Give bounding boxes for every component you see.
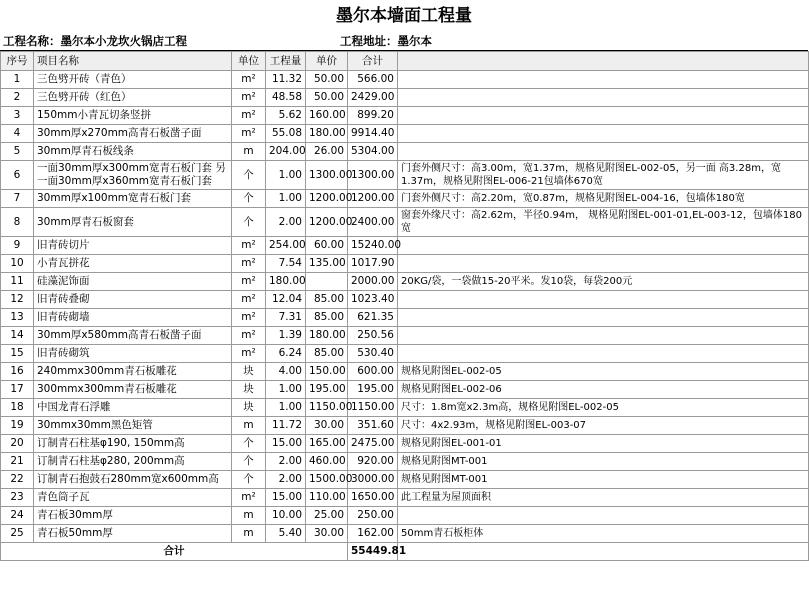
project-name: 工程名称：墨尔本小龙坎火锅店工程 [3,34,187,48]
cell-item-name[interactable]: 30mm厚青石板窗套 [34,208,232,237]
cell-quantity[interactable]: 15.00 [266,489,306,507]
cell-item-name[interactable]: 30mm厚青石板线条 [34,143,232,161]
cell-no[interactable]: 9 [1,237,34,255]
cell-unit[interactable]: m [232,525,266,543]
cell-total[interactable]: 530.40 [348,345,398,363]
cell-quantity[interactable]: 1.00 [266,161,306,190]
cell-total[interactable]: 2400.00 [348,208,398,237]
cell-total[interactable]: 2475.00 [348,435,398,453]
cell-remark[interactable]: 窗套外缘尺寸：高2.62m，半径0.94m， 规格见附图EL-001-01,EL-003-12，包墙体180宽 [398,208,809,237]
cell-remark[interactable] [398,327,809,345]
col-header-qty[interactable]: 工程量 [266,52,306,71]
cell-item-name[interactable]: 240mmx300mm青石板雕花 [34,363,232,381]
cell-unit[interactable]: 个 [232,435,266,453]
cell-remark[interactable]: 门套外侧尺寸：高2.20m，宽0.87m，规格见附图EL-004-16，包墙体180宽 [398,190,809,208]
table-row [1,143,809,161]
cell-unit-price[interactable]: 60.00 [306,237,348,255]
cell-item-name[interactable]: 订制青石抱鼓石280mm宽x600mm高 [34,471,232,489]
cell-item-name[interactable]: 旧青砖砌筑 [34,345,232,363]
cell-remark[interactable]: 20KG/袋，一袋做15-20平米。发10袋，每袋200元 [398,273,809,291]
col-header-unit[interactable]: 单位 [232,52,266,71]
cell-unit[interactable]: 个 [232,190,266,208]
table-row [1,489,809,507]
cell-unit-price[interactable]: 50.00 [306,71,348,89]
cell-quantity[interactable]: 2.00 [266,208,306,237]
cell-unit-price[interactable]: 1150.00 [306,399,348,417]
cell-no[interactable]: 4 [1,125,34,143]
cell-quantity[interactable]: 5.62 [266,107,306,125]
cell-total[interactable]: 1200.00 [348,190,398,208]
cell-quantity[interactable]: 1.39 [266,327,306,345]
table-row [1,417,809,435]
cell-total[interactable]: 1650.00 [348,489,398,507]
cell-remark[interactable]: 规格见附图EL-002-06 [398,381,809,399]
cell-unit-price[interactable]: 1500.00 [306,471,348,489]
cell-unit-price[interactable]: 25.00 [306,507,348,525]
cell-unit-price[interactable]: 50.00 [306,89,348,107]
cell-unit[interactable]: m² [232,237,266,255]
cell-unit[interactable]: 个 [232,161,266,190]
cell-unit[interactable]: m² [232,345,266,363]
cell-item-name[interactable]: 青石板30mm厚 [34,507,232,525]
cell-item-name[interactable]: 订制青石柱基φ280, 200mm高 [34,453,232,471]
cell-remark[interactable] [398,107,809,125]
table-row [1,208,809,237]
cell-total[interactable]: 899.20 [348,107,398,125]
cell-no[interactable]: 15 [1,345,34,363]
cell-unit[interactable]: m [232,417,266,435]
table-row [1,273,809,291]
cell-unit[interactable]: m² [232,273,266,291]
cell-no[interactable]: 13 [1,309,34,327]
cell-total[interactable]: 9914.40 [348,125,398,143]
cell-unit-price[interactable]: 85.00 [306,291,348,309]
cell-remark[interactable]: 尺寸：1.8m宽x2.3m高，规格见附图EL-002-05 [398,399,809,417]
cell-total[interactable]: 5304.00 [348,143,398,161]
cell-unit-price[interactable]: 160.00 [306,107,348,125]
cell-quantity[interactable]: 55.08 [266,125,306,143]
table-row [1,399,809,417]
table-row [1,309,809,327]
cell-item-name[interactable]: 30mm厚x580mm高青石板凿子面 [34,327,232,345]
cell-quantity[interactable]: 6.24 [266,345,306,363]
cell-item-name[interactable]: 150mm小青瓦切条竖拼 [34,107,232,125]
table-row [1,471,809,489]
cell-remark[interactable]: 门套外侧尺寸：高3.00m，宽1.37m，规格见附图EL-002-05，另一面 高3.28m，宽1.37m，规格见附图EL-006-21包墙体670宽 [398,161,809,190]
cell-quantity[interactable]: 15.00 [266,435,306,453]
cell-no[interactable]: 2 [1,89,34,107]
cell-unit-price[interactable] [306,273,348,291]
table-row [1,291,809,309]
table-row [1,525,809,543]
cell-no[interactable]: 17 [1,381,34,399]
cell-no[interactable]: 23 [1,489,34,507]
cell-no[interactable]: 1 [1,71,34,89]
cell-quantity[interactable]: 7.54 [266,255,306,273]
table-body [1,71,809,543]
cell-total[interactable]: 2429.00 [348,89,398,107]
cell-total[interactable]: 1300.00 [348,161,398,190]
col-header-total[interactable]: 合计 [348,52,398,71]
cell-no[interactable]: 19 [1,417,34,435]
cell-no[interactable]: 20 [1,435,34,453]
cell-total[interactable]: 566.00 [348,71,398,89]
cell-remark[interactable] [398,125,809,143]
cell-unit-price[interactable]: 135.00 [306,255,348,273]
cell-no[interactable]: 22 [1,471,34,489]
cell-total[interactable]: 162.00 [348,525,398,543]
cell-no[interactable]: 16 [1,363,34,381]
table-row [1,453,809,471]
table-row [1,237,809,255]
cell-no[interactable]: 8 [1,208,34,237]
cell-quantity[interactable]: 12.04 [266,291,306,309]
cell-remark[interactable] [398,255,809,273]
cell-unit[interactable]: m [232,507,266,525]
cell-quantity[interactable]: 11.32 [266,71,306,89]
cell-no[interactable]: 11 [1,273,34,291]
cell-item-name[interactable]: 三色劈开砖（青色） [34,71,232,89]
project-address: 工程地址：墨尔本 [340,34,432,48]
cell-remark[interactable]: 规格见附图EL-001-01 [398,435,809,453]
cell-unit[interactable]: m² [232,489,266,507]
page-title: 墨尔本墙面工程量 [336,6,472,26]
cell-unit[interactable]: m² [232,291,266,309]
cell-total[interactable]: 920.00 [348,453,398,471]
table-row [1,161,809,190]
table-row [1,190,809,208]
cell-remark[interactable] [398,345,809,363]
cell-item-name[interactable]: 青石板50mm厚 [34,525,232,543]
cell-item-name[interactable]: 30mmx30mm黑色矩管 [34,417,232,435]
cell-unit[interactable]: m² [232,255,266,273]
table-row [1,71,809,89]
cell-total[interactable]: 195.00 [348,381,398,399]
cell-quantity[interactable]: 254.00 [266,237,306,255]
cell-remark[interactable]: 规格见附图MT-001 [398,453,809,471]
cell-unit-price[interactable]: 26.00 [306,143,348,161]
cell-remark[interactable] [398,143,809,161]
cell-no[interactable]: 10 [1,255,34,273]
total-label[interactable]: 合计 [1,543,348,561]
col-header-name[interactable]: 项目名称 [34,52,232,71]
cell-quantity[interactable]: 2.00 [266,471,306,489]
cell-quantity[interactable]: 1.00 [266,399,306,417]
cell-item-name[interactable]: 硅藻泥饰面 [34,273,232,291]
cell-item-name[interactable]: 订制青石柱基φ190, 150mm高 [34,435,232,453]
cell-unit-price[interactable]: 85.00 [306,345,348,363]
cell-remark[interactable] [398,237,809,255]
cell-no[interactable]: 14 [1,327,34,345]
cell-no[interactable]: 7 [1,190,34,208]
cell-quantity[interactable]: 204.00 [266,143,306,161]
cell-unit[interactable]: 个 [232,208,266,237]
cell-unit-price[interactable]: 1300.00 [306,161,348,190]
cell-unit-price[interactable]: 165.00 [306,435,348,453]
cell-unit[interactable]: m² [232,89,266,107]
cell-total[interactable]: 1023.40 [348,291,398,309]
cell-no[interactable]: 6 [1,161,34,190]
cell-unit-price[interactable]: 30.00 [306,417,348,435]
cell-unit[interactable]: m² [232,327,266,345]
cell-remark[interactable] [398,309,809,327]
cell-item-name[interactable]: 30mm厚x270mm高青石板凿子面 [34,125,232,143]
cell-quantity[interactable]: 180.00 [266,273,306,291]
cell-remark[interactable] [398,507,809,525]
table-row [1,89,809,107]
cell-quantity[interactable]: 7.31 [266,309,306,327]
cell-no[interactable]: 18 [1,399,34,417]
cell-unit-price[interactable]: 85.00 [306,309,348,327]
cell-remark[interactable] [398,71,809,89]
cell-remark[interactable]: 尺寸：4x2.93m，规格见附图EL-003-07 [398,417,809,435]
cell-unit[interactable]: 块 [232,381,266,399]
cell-remark[interactable]: 50mm青石板柜体 [398,525,809,543]
cell-remark[interactable]: 此工程量为屋顶面积 [398,489,809,507]
table-row [1,381,809,399]
cell-no[interactable]: 21 [1,453,34,471]
cell-unit[interactable]: m [232,143,266,161]
cell-no[interactable]: 3 [1,107,34,125]
cell-quantity[interactable]: 48.58 [266,89,306,107]
table-row [1,345,809,363]
cell-item-name[interactable]: 中国龙青石浮雕 [34,399,232,417]
cell-total[interactable]: 621.35 [348,309,398,327]
cell-unit-price[interactable]: 180.00 [306,327,348,345]
table-header-row [1,52,809,71]
cell-item-name[interactable]: 300mmx300mm青石板雕花 [34,381,232,399]
cell-unit-price[interactable]: 195.00 [306,381,348,399]
cell-total[interactable]: 1017.90 [348,255,398,273]
table-row [1,125,809,143]
cell-no[interactable]: 24 [1,507,34,525]
cell-remark[interactable] [398,291,809,309]
cell-remark[interactable] [398,89,809,107]
cell-quantity[interactable]: 1.00 [266,381,306,399]
cell-quantity[interactable]: 2.00 [266,453,306,471]
cell-item-name[interactable]: 旧青砖切片 [34,237,232,255]
table-row [1,507,809,525]
cell-unit-price[interactable]: 1200.00 [306,208,348,237]
cell-quantity[interactable]: 5.40 [266,525,306,543]
cell-total[interactable]: 3000.00 [348,471,398,489]
cell-total[interactable]: 1150.00 [348,399,398,417]
cell-total[interactable]: 250.56 [348,327,398,345]
cell-item-name[interactable]: 一面30mm厚x300mm宽青石板门套 另一面30mm厚x360mm宽青石板门套 [34,161,232,190]
table-row [1,435,809,453]
cell-item-name[interactable]: 旧青砖砌墙 [34,309,232,327]
cell-quantity[interactable]: 1.00 [266,190,306,208]
cell-item-name[interactable]: 三色劈开砖（红色） [34,89,232,107]
cell-unit[interactable]: 块 [232,399,266,417]
cell-item-name[interactable]: 青色筒子瓦 [34,489,232,507]
grand-total[interactable]: 55449.81 [348,543,398,561]
cell-total[interactable]: 600.00 [348,363,398,381]
cell-quantity[interactable]: 4.00 [266,363,306,381]
quantity-table [0,51,809,561]
cell-no[interactable]: 25 [1,525,34,543]
cell-unit[interactable]: 个 [232,453,266,471]
cell-unit[interactable]: 块 [232,363,266,381]
cell-unit-price[interactable]: 30.00 [306,525,348,543]
table-row [1,363,809,381]
cell-no[interactable]: 12 [1,291,34,309]
cell-total[interactable]: 351.60 [348,417,398,435]
cell-unit[interactable]: 个 [232,471,266,489]
cell-total[interactable]: 250.00 [348,507,398,525]
total-remark[interactable] [398,543,809,561]
cell-item-name[interactable]: 30mm厚x100mm宽青石板门套 [34,190,232,208]
cell-unit[interactable]: m² [232,309,266,327]
cell-unit-price[interactable]: 180.00 [306,125,348,143]
table-row [1,327,809,345]
cell-no[interactable]: 5 [1,143,34,161]
table-row [1,255,809,273]
cell-unit-price[interactable]: 150.00 [306,363,348,381]
cell-total[interactable]: 2000.00 [348,273,398,291]
cell-quantity[interactable]: 10.00 [266,507,306,525]
table-row [1,107,809,125]
cell-unit-price[interactable]: 110.00 [306,489,348,507]
cell-unit[interactable]: m² [232,71,266,89]
project-info-row [0,32,808,51]
col-header-no[interactable]: 序号 [1,52,34,71]
cell-unit[interactable]: m² [232,125,266,143]
col-header-price[interactable]: 单价 [306,52,348,71]
cell-total[interactable]: 15240.00 [348,237,398,255]
cell-remark[interactable]: 规格见附图MT-001 [398,471,809,489]
cell-item-name[interactable]: 旧青砖叠砌 [34,291,232,309]
cell-unit-price[interactable]: 1200.00 [306,190,348,208]
total-row [1,543,809,561]
cell-unit[interactable]: m² [232,107,266,125]
cell-remark[interactable]: 规格见附图EL-002-05 [398,363,809,381]
cell-quantity[interactable]: 11.72 [266,417,306,435]
cell-unit-price[interactable]: 460.00 [306,453,348,471]
col-header-remark[interactable] [398,52,809,71]
cell-item-name[interactable]: 小青瓦拼花 [34,255,232,273]
